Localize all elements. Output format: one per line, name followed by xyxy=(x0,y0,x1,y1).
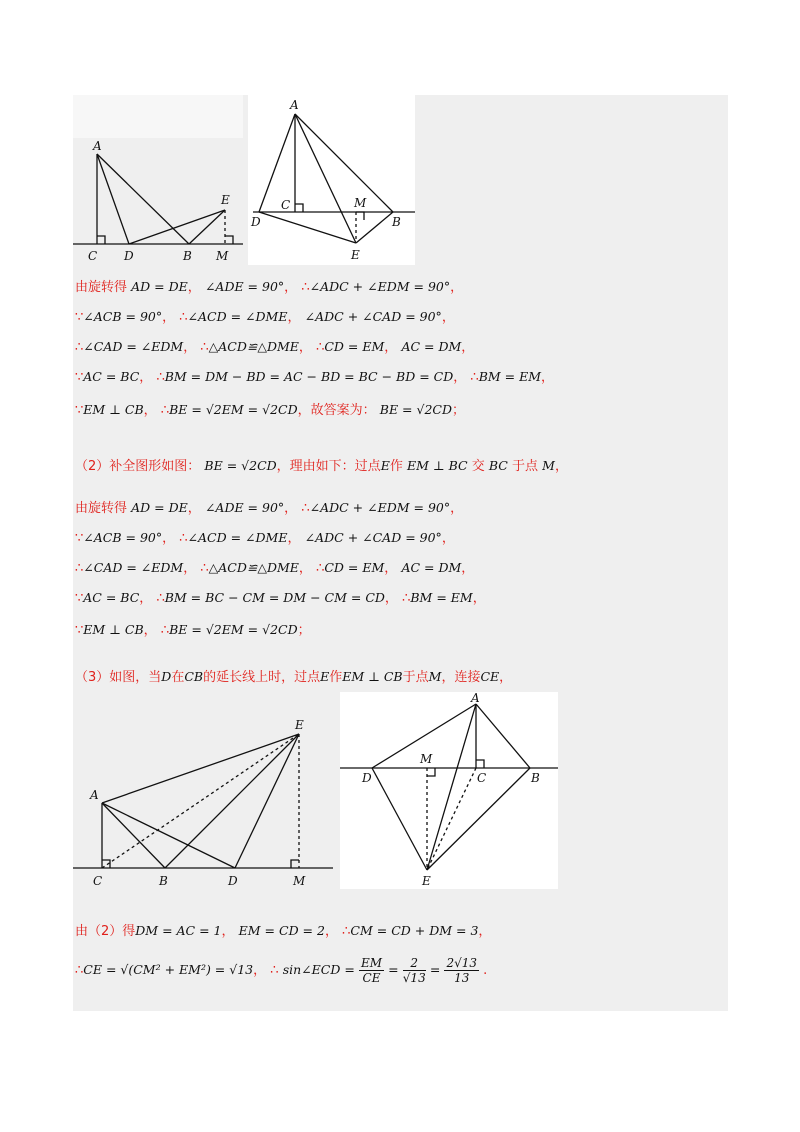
fraction-em-ce: $\frac{EM}{CE}$ xyxy=(360,956,383,985)
label-B: B xyxy=(183,249,192,263)
line-12: （3）如图，当D在CB的延长线上时，过点E作EM ⊥ CB于点M，连接CE， xyxy=(75,669,513,685)
line-3: ∴∠CAD = ∠EDM， ∴△ACD≌△DME， ∴CD = EM， AC = DM， xyxy=(75,339,475,355)
blank-region xyxy=(73,95,243,138)
figure-2 xyxy=(248,95,415,265)
line-11: ∵EM ⊥ CB， ∴BE = √2EM = √2CD； xyxy=(75,622,311,638)
label-M: M xyxy=(293,874,306,888)
label-E: E xyxy=(351,248,360,262)
line-2: ∵∠ACB = 90°， ∴∠ACD = ∠DME， ∠ADC + ∠CAD = 90°， xyxy=(75,309,455,325)
label-B: B xyxy=(392,215,401,229)
label-C: C xyxy=(88,249,98,263)
label-E: E xyxy=(422,874,431,888)
label-E: E xyxy=(221,193,230,207)
label-A: A xyxy=(90,788,99,802)
label-A: A xyxy=(290,98,299,112)
line-5: ∵EM ⊥ CB， ∴BE = √2EM = √2CD，故答案为： BE = √2CD； xyxy=(75,402,466,418)
line-8: ∵∠ACB = 90°， ∴∠ACD = ∠DME， ∠ADC + ∠CAD = 90°， xyxy=(75,530,455,546)
line-4: ∵AC = BC， ∴BM = DM − BD = AC − BD = BC − BD = CD， ∴BM = EM， xyxy=(75,369,555,385)
fraction-2sqrt13-13: $\frac{2√13}{13}$ xyxy=(446,956,478,985)
figure-4 xyxy=(340,692,558,889)
line-14: ∴CE = √(CM² + EM²) = √13， ∴ sin∠ECD = $\frac{EM}{CE}$ = $\frac{2}{√13}$ = $\frac{2√13}{13}$ . xyxy=(75,956,488,985)
line-10: ∵AC = BC， ∴BM = BC − CM = DM − CM = CD， ∴BM = EM， xyxy=(75,590,486,606)
label-D: D xyxy=(228,874,238,888)
line-7: 由旋转得 AD = DE， ∠ADE = 90°， ∴∠ADC + ∠EDM = 90°， xyxy=(75,500,464,516)
label-M: M xyxy=(216,249,229,263)
label-M: M xyxy=(420,752,433,766)
line-13: 由（2）得DM = AC = 1， EM = CD = 2， ∴CM = CD + DM = 3， xyxy=(75,923,492,939)
label-D: D xyxy=(124,249,134,263)
label-D: D xyxy=(251,215,261,229)
label-C: C xyxy=(477,771,487,785)
label-M: M xyxy=(354,196,367,210)
label-A: A xyxy=(93,139,102,153)
label-B: B xyxy=(531,771,540,785)
line-9: ∴∠CAD = ∠EDM， ∴△ACD≌△DME， ∴CD = EM， AC = DM， xyxy=(75,560,475,576)
fraction-2-sqrt13: $\frac{2}{√13}$ xyxy=(402,956,426,985)
label-D: D xyxy=(362,771,372,785)
label-B: B xyxy=(159,874,168,888)
figure-1 xyxy=(73,138,248,268)
line-6: （2）补全图形如图： BE = √2CD，理由如下：过点E作 EM ⊥ BC 交 BC 于点 M， xyxy=(75,458,568,474)
figure-3 xyxy=(73,715,338,890)
label-E: E xyxy=(295,718,304,732)
line-1: 由旋转得 AD = DE， ∠ADE = 90°， ∴∠ADC + ∠EDM = 90°， xyxy=(75,279,464,295)
label-A: A xyxy=(471,692,480,705)
label-C: C xyxy=(93,874,103,888)
label-C: C xyxy=(281,198,291,212)
